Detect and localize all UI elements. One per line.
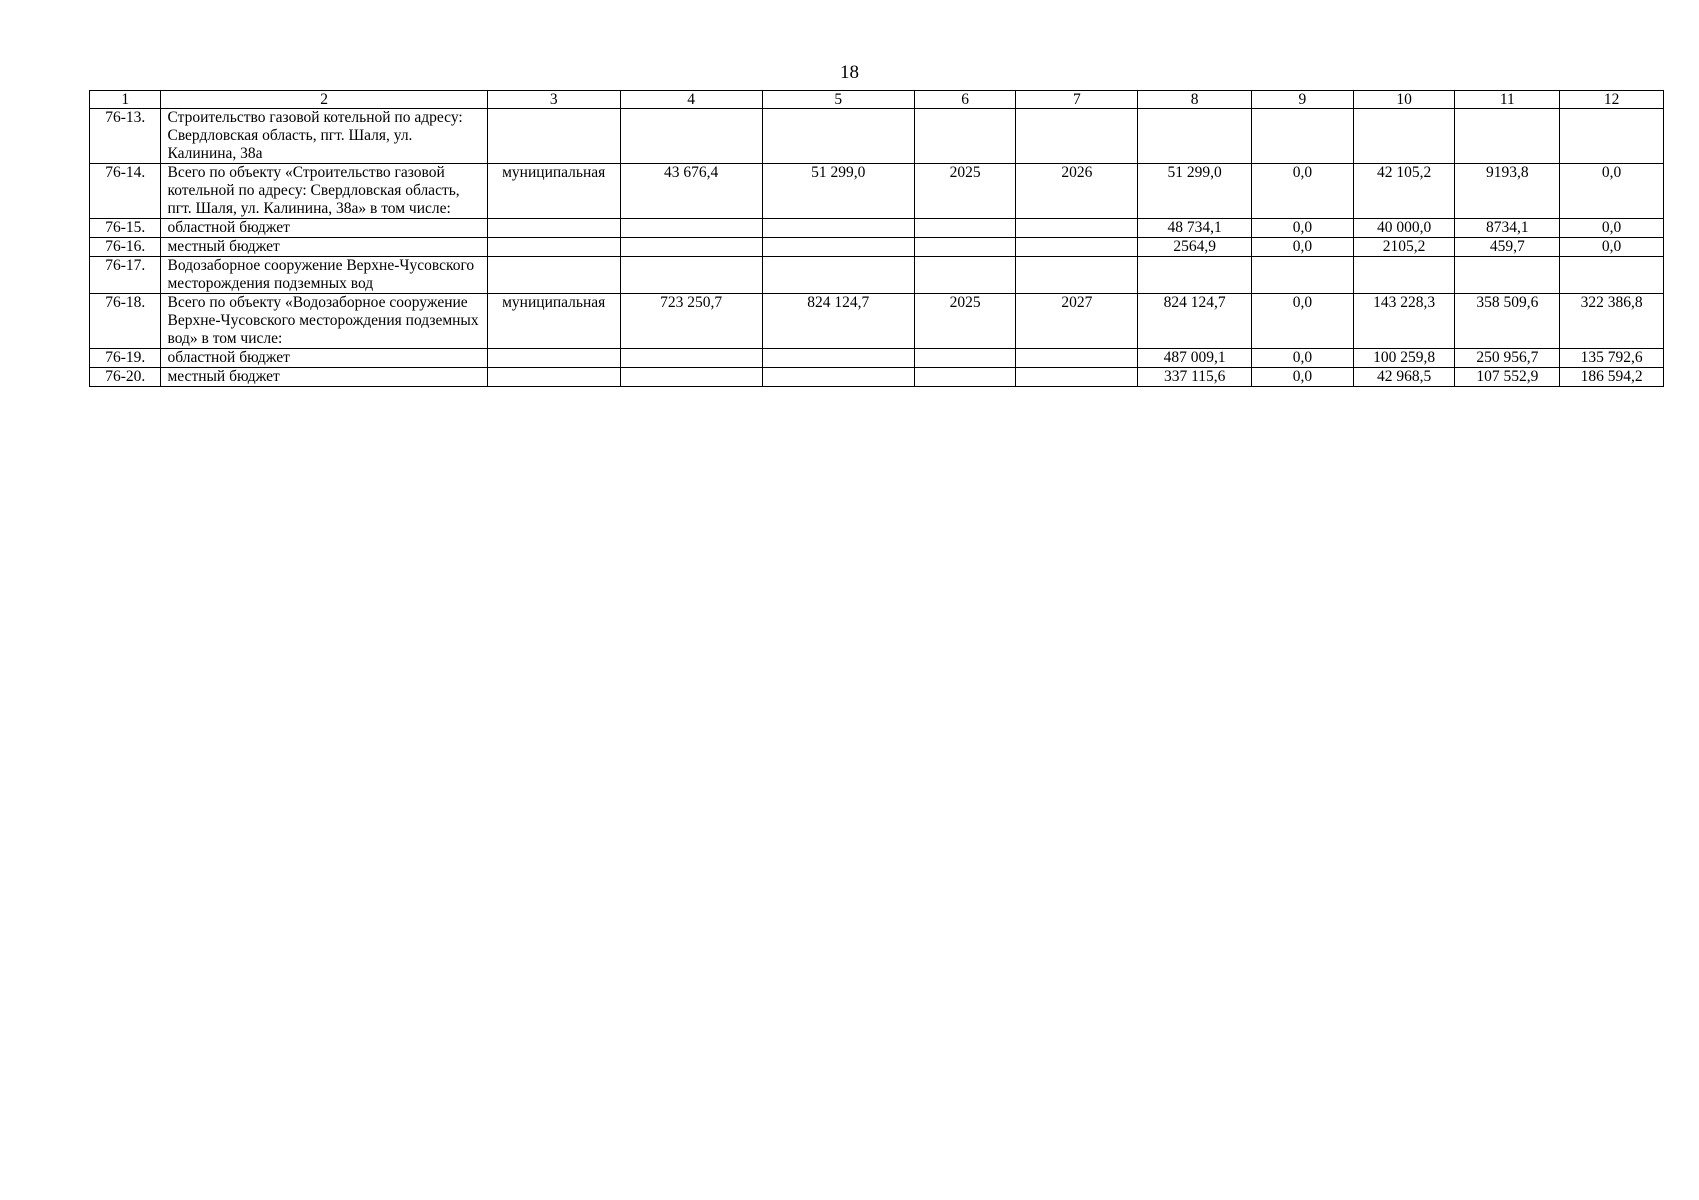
value-cell: 100 259,8 [1353, 349, 1455, 368]
value-cell [620, 109, 762, 164]
column-header: 11 [1455, 91, 1560, 109]
column-header: 10 [1353, 91, 1455, 109]
total-cell: 48 734,1 [1138, 219, 1252, 238]
row-number: 76-13. [90, 109, 161, 164]
end-year-cell [1016, 368, 1138, 387]
value-cell: 135 792,6 [1560, 349, 1664, 368]
table-row [90, 219, 1664, 238]
column-header: 9 [1252, 91, 1354, 109]
value-cell: 2105,2 [1353, 238, 1455, 257]
value-cell: 0,0 [1252, 164, 1354, 219]
table-row [90, 349, 1664, 368]
ownership-cell [487, 109, 620, 164]
value-cell: 0,0 [1252, 294, 1354, 349]
end-year-cell: 2027 [1016, 294, 1138, 349]
end-year-cell [1016, 219, 1138, 238]
column-header: 3 [487, 91, 620, 109]
ownership-cell: муниципальная [487, 294, 620, 349]
start-year-cell [914, 257, 1016, 294]
value-cell: 51 299,0 [762, 164, 914, 219]
value-cell: 40 000,0 [1353, 219, 1455, 238]
value-cell: 0,0 [1252, 219, 1354, 238]
column-header: 2 [161, 91, 487, 109]
item-name: Всего по объекту «Строительство газовой котельной по адресу: Свердловская область, пгт. Шаля, ул. Калинина, 38а» в том числе: [161, 164, 487, 219]
table-row [90, 368, 1664, 387]
value-cell [1455, 109, 1560, 164]
value-cell [762, 257, 914, 294]
table-row [90, 257, 1664, 294]
end-year-cell [1016, 349, 1138, 368]
column-header: 4 [620, 91, 762, 109]
page-number: 18 [840, 62, 859, 83]
item-name: Всего по объекту «Водозаборное сооружение Верхне-Чусовского месторождения подземных вод» в том числе: [161, 294, 487, 349]
start-year-cell [914, 368, 1016, 387]
row-number: 76-15. [90, 219, 161, 238]
start-year-cell [914, 349, 1016, 368]
start-year-cell: 2025 [914, 164, 1016, 219]
value-cell: 42 968,5 [1353, 368, 1455, 387]
row-number: 76-19. [90, 349, 161, 368]
value-cell [762, 349, 914, 368]
table-row [90, 164, 1664, 219]
column-header: 7 [1016, 91, 1138, 109]
item-name: Строительство газовой котельной по адресу: Свердловская область, пгт. Шаля, ул. Калинина, 38а [161, 109, 487, 164]
value-cell [620, 257, 762, 294]
total-cell: 824 124,7 [1138, 294, 1252, 349]
row-number: 76-20. [90, 368, 161, 387]
value-cell [620, 238, 762, 257]
table-row [90, 294, 1664, 349]
value-cell: 143 228,3 [1353, 294, 1455, 349]
value-cell [762, 238, 914, 257]
start-year-cell [914, 109, 1016, 164]
value-cell: 0,0 [1560, 238, 1664, 257]
item-name: местный бюджет [161, 238, 487, 257]
column-header: 12 [1560, 91, 1664, 109]
value-cell [1560, 109, 1664, 164]
budget-table [89, 90, 1664, 387]
start-year-cell: 2025 [914, 294, 1016, 349]
value-cell [620, 368, 762, 387]
total-cell: 2564,9 [1138, 238, 1252, 257]
value-cell: 0,0 [1252, 238, 1354, 257]
value-cell: 824 124,7 [762, 294, 914, 349]
item-name: областной бюджет [161, 219, 487, 238]
item-name: местный бюджет [161, 368, 487, 387]
column-header: 1 [90, 91, 161, 109]
total-cell: 337 115,6 [1138, 368, 1252, 387]
table-row [90, 238, 1664, 257]
value-cell [762, 219, 914, 238]
total-cell [1138, 257, 1252, 294]
header-row [90, 91, 1664, 109]
ownership-cell [487, 219, 620, 238]
value-cell [1455, 257, 1560, 294]
value-cell: 0,0 [1560, 219, 1664, 238]
value-cell: 9193,8 [1455, 164, 1560, 219]
value-cell: 322 386,8 [1560, 294, 1664, 349]
value-cell: 43 676,4 [620, 164, 762, 219]
value-cell [762, 368, 914, 387]
value-cell: 42 105,2 [1353, 164, 1455, 219]
ownership-cell [487, 257, 620, 294]
item-name: Водозаборное сооружение Верхне-Чусовского месторождения подземных вод [161, 257, 487, 294]
value-cell: 250 956,7 [1455, 349, 1560, 368]
value-cell: 358 509,6 [1455, 294, 1560, 349]
value-cell: 0,0 [1252, 349, 1354, 368]
start-year-cell [914, 238, 1016, 257]
row-number: 76-14. [90, 164, 161, 219]
value-cell: 8734,1 [1455, 219, 1560, 238]
column-header: 6 [914, 91, 1016, 109]
start-year-cell [914, 219, 1016, 238]
ownership-cell [487, 349, 620, 368]
end-year-cell [1016, 238, 1138, 257]
value-cell [1252, 257, 1354, 294]
row-number: 76-16. [90, 238, 161, 257]
value-cell [1560, 257, 1664, 294]
row-number: 76-18. [90, 294, 161, 349]
end-year-cell [1016, 109, 1138, 164]
value-cell [1353, 109, 1455, 164]
value-cell: 723 250,7 [620, 294, 762, 349]
value-cell [620, 349, 762, 368]
value-cell: 186 594,2 [1560, 368, 1664, 387]
value-cell [762, 109, 914, 164]
ownership-cell: муниципальная [487, 164, 620, 219]
value-cell [620, 219, 762, 238]
value-cell [1353, 257, 1455, 294]
table-row [90, 109, 1664, 164]
total-cell: 51 299,0 [1138, 164, 1252, 219]
ownership-cell [487, 368, 620, 387]
column-header: 5 [762, 91, 914, 109]
end-year-cell: 2026 [1016, 164, 1138, 219]
value-cell: 459,7 [1455, 238, 1560, 257]
value-cell: 107 552,9 [1455, 368, 1560, 387]
value-cell: 0,0 [1252, 368, 1354, 387]
total-cell: 487 009,1 [1138, 349, 1252, 368]
total-cell [1138, 109, 1252, 164]
value-cell [1252, 109, 1354, 164]
item-name: областной бюджет [161, 349, 487, 368]
ownership-cell [487, 238, 620, 257]
row-number: 76-17. [90, 257, 161, 294]
value-cell: 0,0 [1560, 164, 1664, 219]
end-year-cell [1016, 257, 1138, 294]
column-header: 8 [1138, 91, 1252, 109]
